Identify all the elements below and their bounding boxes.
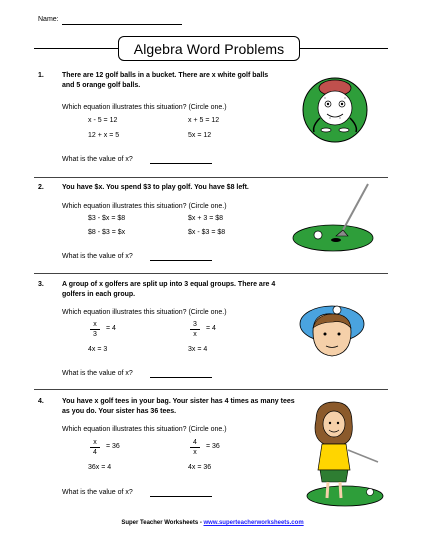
question-3-option-d[interactable]: 3x = 4 — [188, 346, 208, 353]
question-2-answer-prompt: What is the value of x? — [62, 253, 133, 260]
question-1-number: 1. — [38, 72, 44, 79]
fraction-numerator: x — [90, 320, 100, 330]
fraction-denominator: 4 — [93, 449, 97, 456]
fraction-numerator: 4 — [190, 438, 200, 448]
question-1-option-a[interactable]: x - 5 = 12 — [88, 117, 118, 124]
question-4-prompt: Which equation illustrates this situation? (Circle one.) — [62, 426, 227, 433]
divider-2 — [34, 273, 388, 274]
divider-3 — [34, 389, 388, 390]
question-1-option-b[interactable]: x + 5 = 12 — [188, 117, 220, 124]
name-label: Name: — [38, 16, 59, 23]
fraction-denominator: x — [193, 331, 197, 338]
question-4-option-d[interactable]: 4x = 36 — [188, 464, 212, 471]
question-3-prompt: Which equation illustrates this situation? (Circle one.) — [62, 309, 227, 316]
footer-separator: - — [198, 520, 204, 526]
question-2-answer-line[interactable] — [150, 260, 212, 261]
question-3-number: 3. — [38, 281, 44, 288]
question-4-number: 4. — [38, 398, 44, 405]
question-4-option-a-rest[interactable]: = 36 — [106, 443, 120, 450]
question-2-number: 2. — [38, 184, 44, 191]
question-2-prompt: Which equation illustrates this situation? (Circle one.) — [62, 203, 227, 210]
question-3-option-b-rest[interactable]: = 4 — [206, 325, 216, 332]
question-1-answer-prompt: What is the value of x? — [62, 156, 133, 163]
question-4-option-c[interactable]: 36x = 4 — [88, 464, 112, 471]
fraction-numerator: 3 — [190, 320, 200, 330]
name-field[interactable] — [62, 24, 182, 25]
question-4-answer-line[interactable] — [150, 496, 212, 497]
golfer-boy-illustration — [295, 292, 370, 372]
footer-link[interactable]: www.superteacherworksheets.com — [203, 520, 304, 526]
question-2-option-b[interactable]: $x + 3 = $8 — [188, 215, 224, 222]
question-4-answer-prompt: What is the value of x? — [62, 489, 133, 496]
golfer-girl-illustration — [300, 400, 390, 510]
question-3-option-a-rest[interactable]: = 4 — [106, 325, 116, 332]
question-3-option-b-fraction[interactable] — [190, 320, 200, 339]
title-rule-left — [34, 48, 118, 49]
page-title: Algebra Word Problems — [118, 36, 300, 61]
golf-ball-character-illustration — [300, 68, 370, 148]
fraction-denominator: 3 — [93, 331, 97, 338]
question-3-option-c[interactable]: 4x = 3 — [88, 346, 108, 353]
question-1-prompt: Which equation illustrates this situation? (Circle one.) — [62, 104, 227, 111]
question-2-text: You have $x. You spend $3 to play golf. You have $8 left. — [62, 184, 249, 191]
question-2-option-a[interactable]: $3 - $x = $8 — [88, 215, 126, 222]
fraction-numerator: x — [90, 438, 100, 448]
question-1-option-d[interactable]: 5x = 12 — [188, 132, 212, 139]
fraction-denominator: x — [193, 449, 197, 456]
question-2-option-d[interactable]: $x - $3 = $8 — [188, 229, 226, 236]
question-3-answer-prompt: What is the value of x? — [62, 370, 133, 377]
question-1-answer-line[interactable] — [150, 163, 212, 164]
question-4-option-b-fraction[interactable] — [190, 438, 200, 457]
question-1-option-c[interactable]: 12 + x = 5 — [88, 132, 120, 139]
question-3-answer-line[interactable] — [150, 377, 212, 378]
question-4-text: You have x golf tees in your bag. Your sister has 4 times as many tees as you do. Your sister has 36 tees. — [62, 398, 295, 415]
title-rule-right — [298, 48, 388, 49]
question-4-option-b-rest[interactable]: = 36 — [206, 443, 220, 450]
footer — [0, 520, 425, 526]
divider-1 — [34, 177, 388, 178]
question-3-option-a-fraction[interactable] — [90, 320, 100, 339]
footer-brand: Super Teacher Worksheets — [121, 520, 199, 526]
question-3-text: A group of x golfers are split up into 3 equal groups. There are 4 golfers in each group. — [62, 281, 276, 298]
question-2-option-c[interactable]: $8 - $3 = $x — [88, 229, 126, 236]
question-1-text: There are 12 golf balls in a bucket. There are x white golf balls and 5 orange golf balls. — [62, 72, 269, 89]
question-4-option-a-fraction[interactable] — [90, 438, 100, 457]
golf-club-hole-illustration — [288, 180, 383, 255]
